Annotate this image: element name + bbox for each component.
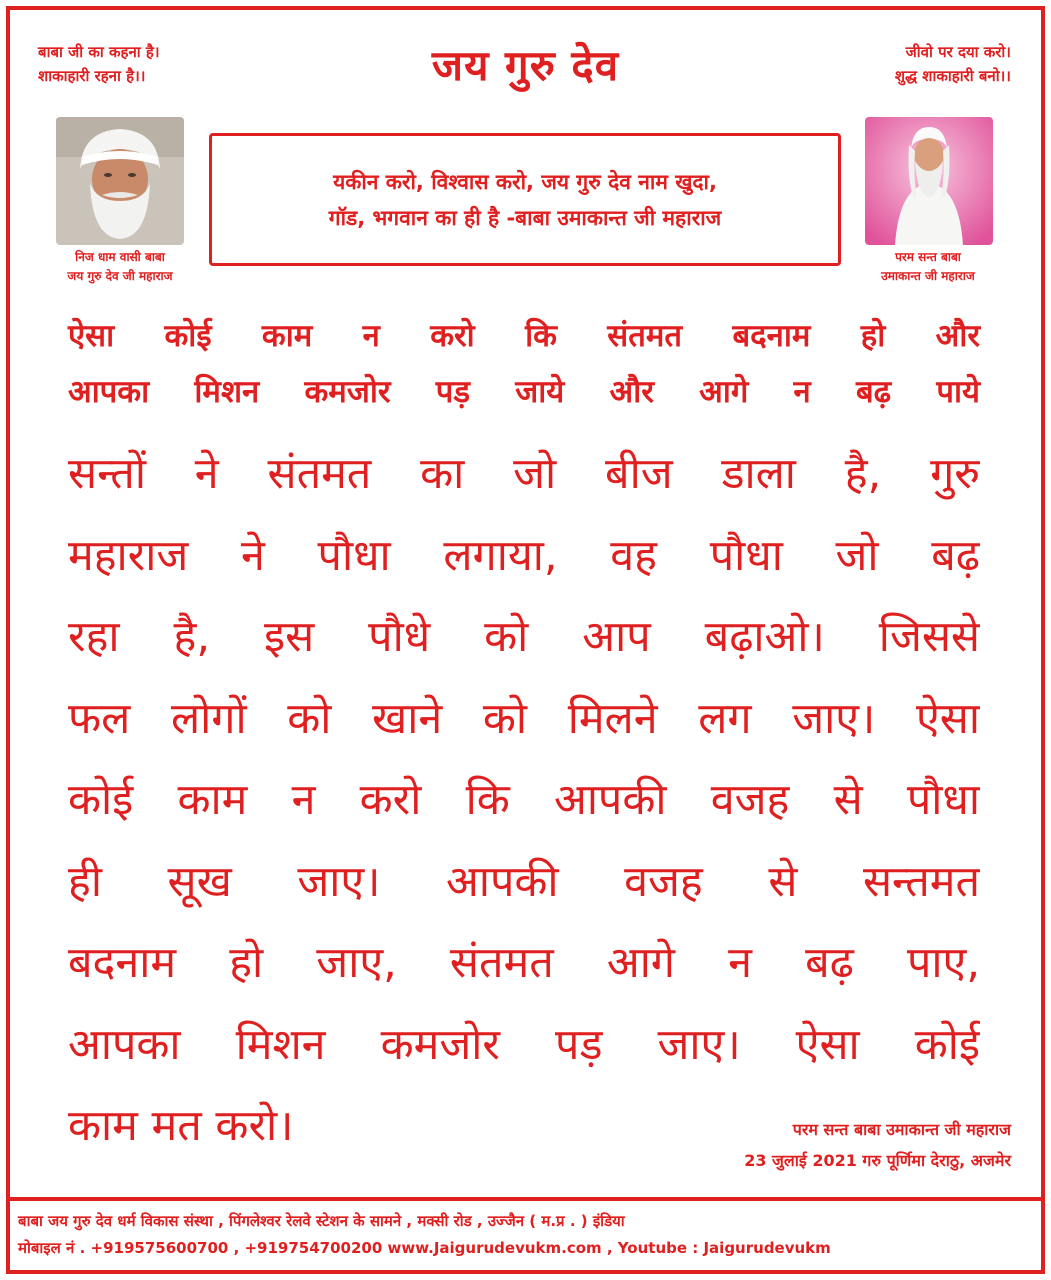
signature-name: परम सन्त बाबा उमाकान्त जी महाराज [792,1120,1011,1139]
quote-line: गॉड, भगवान का ही है -बाबा उमाकान्त जी महाराज [328,205,722,230]
page-title: जय गुरु देव [431,41,620,90]
portrait-photo-right [865,117,993,245]
portrait-photo-left [56,117,184,245]
headline-line: आपका मिशन कमजोर पड़ जाये और आगे न बढ़ पाये [68,374,980,410]
headline-line: ऐसा कोई काम न करो कि संतमत बदनाम हो और [68,318,980,354]
header-right-slogan [895,40,1011,88]
quote-line: यकीन करो, विश्वास करो, जय गुरु देव नाम खुदा, [333,169,717,194]
footer-contact: मोबाइल नं . +919575600700 , +919754700200 www.Jaigurudevukm.com , Youtube : Jaigurudevukm [18,1239,831,1257]
portrait-caption-left [30,248,210,286]
body-line: कोई काम न करो कि आपकी वजह से पौधा [68,775,980,825]
body-line: आपका मिशन कमजोर पड़ जाए। ऐसा कोई [68,1019,980,1070]
header-right-line: शुद्ध शाकाहारी बनो।। [894,67,1011,85]
body-line: रहा है, इस पौधे को आप बढ़ाओ। जिससे [68,612,980,662]
body-line: काम मत करो। [68,1101,294,1151]
caption-line: परम सन्त बाबा [895,250,961,264]
header-left-line: बाबा जी का कहना है। [38,43,160,61]
footer-address: बाबा जय गुरु देव धर्म विकास संस्था , पिंगलेश्वर रेलवे स्टेशन के सामने , मक्सी रोड , उज्जैन ( म.प्र . ) इंडिया [18,1212,625,1230]
headline [68,308,980,420]
signature [744,1114,1011,1176]
footer [18,1208,1033,1262]
body-paragraph [68,434,980,1168]
caption-line: उमाकान्त जी महाराज [881,269,975,283]
body-line: सन्तों ने संतमत का जो बीज डाला है, गुरु [68,449,980,499]
quote-box [209,133,841,266]
body-line: फल लोगों को खाने को मिलने लग जाए। ऐसा [68,693,980,744]
portrait-caption-right [838,248,1018,286]
caption-line: जय गुरु देव जी महाराज [67,269,173,283]
header-left-line: शाकाहारी रहना है।। [38,67,146,85]
body-line: महाराज ने पौधा लगाया, वह पौधा जो बढ़ [68,530,980,581]
body-line: बदनाम हो जाए, संतमत आगे न बढ़ पाए, [68,938,980,988]
signature-date-place: 23 जुलाई 2021 गरु पूर्णिमा देराठु, अजमेर [744,1151,1011,1170]
header-right-line: जीवो पर दया करो। [905,43,1011,61]
caption-line: निज धाम वासी बाबा [75,250,165,264]
footer-divider [6,1197,1045,1201]
body-line: ही सूख जाए। आपकी वजह से सन्तमत [68,856,980,907]
